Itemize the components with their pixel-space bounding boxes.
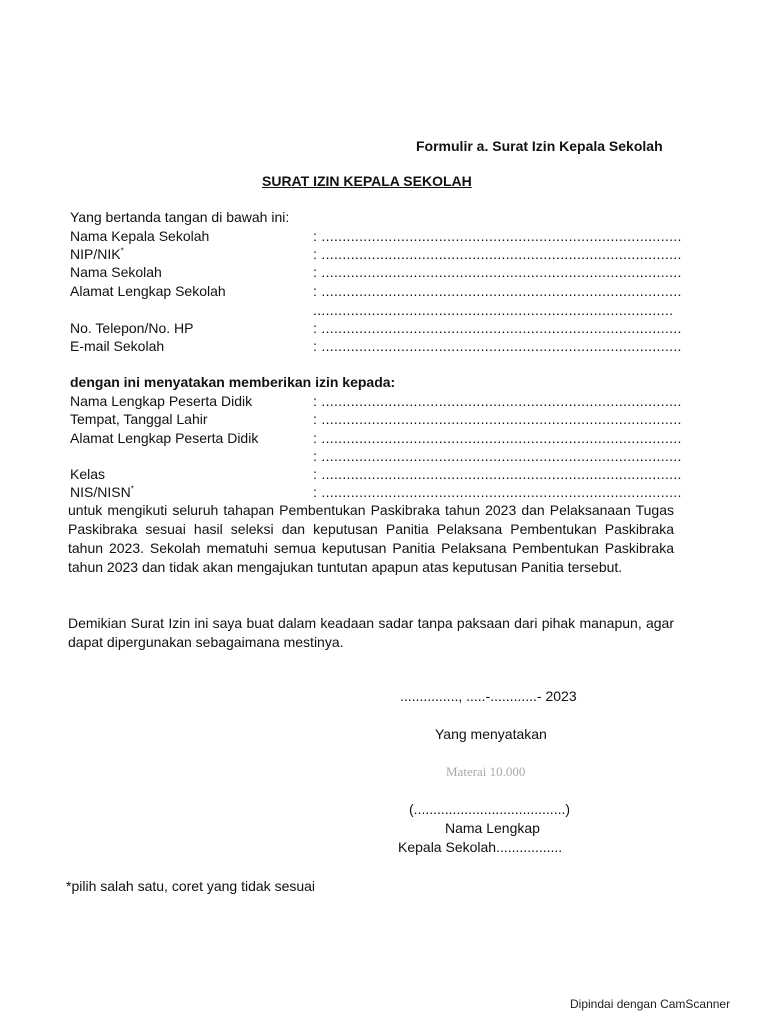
name-label: Nama Lengkap (445, 820, 540, 836)
field-label-alamat-peserta: Alamat Lengkap Peserta Didik (70, 430, 259, 446)
field-label-email: E-mail Sekolah (70, 338, 165, 354)
permission-heading: dengan ini menyatakan memberikan izin kepada: (70, 374, 396, 390)
field-label-nis: NIS/NISN* (70, 484, 134, 500)
field-blank-nama-kepala-sekolah: : ...................................................................................... (313, 228, 682, 244)
field-blank-nis: : ...................................................................................... (313, 484, 682, 500)
field-blank-alamat-peserta-line2: : ...................................................................................... (313, 448, 682, 464)
stamp-placeholder: Materai 10.000 (446, 764, 526, 779)
field-label-telepon: No. Telepon/No. HP (70, 320, 194, 336)
field-label-kelas: Kelas (70, 466, 106, 482)
place-date: ..............., .....-............- 2023 (400, 688, 577, 704)
asterisk-mark: * (120, 246, 124, 256)
name-blank: (.......................................) (409, 801, 571, 817)
body-paragraph: untuk mengikuti seluruh tahapan Pembentukan Paskibraka tahun 2023 dan Pelaksanaan Tugas Paskibraka sesuai hasil seleksi dan keputusan Panitia Pelaksana Pembentukan Paskibraka tahun 2023. Sekolah mematuhi semua keputusan Panitia Pelaksana Pembentukan Paskibraka tahun 2023 dan tidak akan mengajukan tuntutan apapun atas keputusan Panitia tersebut. (68, 502, 674, 575)
field-label-nama-peserta: Nama Lengkap Peserta Didik (70, 393, 253, 409)
field-blank-nama-peserta: : ...................................................................................... (313, 393, 682, 409)
field-label-nip: NIP/NIK* (70, 246, 124, 262)
field-label-nama-kepala-sekolah: Nama Kepala Sekolah (70, 228, 210, 244)
field-blank-nip: : ...................................................................................... (313, 246, 682, 262)
field-blank-alamat-peserta: : ...................................................................................... (313, 430, 682, 446)
field-blank-email: : ...................................................................................... (313, 338, 682, 354)
intro-text: Yang bertanda tangan di bawah ini: (70, 209, 290, 225)
field-label-ttl: Tempat, Tanggal Lahir (70, 411, 208, 427)
scanner-watermark: Dipindai dengan CamScanner (570, 997, 731, 1011)
field-blank-nama-sekolah: : ...................................................................................... (313, 264, 682, 280)
field-blank-alamat-sekolah-line2: ...................................................................................... (313, 302, 674, 318)
declarant-label: Yang menyatakan (435, 726, 547, 742)
field-blank-telepon: : ...................................................................................... (313, 320, 682, 336)
field-blank-kelas: : ...................................................................................... (313, 466, 682, 482)
position-label: Kepala Sekolah................. (398, 839, 563, 855)
closing-paragraph: Demikian Surat Izin ini saya buat dalam keadaan sadar tanpa paksaan dari pihak manapun, agar dapat dipergunakan sebagaimana mestinya. (68, 615, 674, 650)
field-label-alamat-sekolah: Alamat Lengkap Sekolah (70, 283, 226, 299)
footnote: *pilih salah satu, coret yang tidak sesuai (66, 878, 316, 894)
field-blank-alamat-sekolah: : ...................................................................................... (313, 283, 682, 299)
form-type-label: Formulir a. Surat Izin Kepala Sekolah (416, 138, 663, 154)
field-label-nama-sekolah: Nama Sekolah (70, 264, 162, 280)
asterisk-mark: * (130, 484, 134, 494)
field-blank-ttl: : ...................................................................................... (313, 411, 682, 427)
document-title: SURAT IZIN KEPALA SEKOLAH (262, 173, 472, 189)
